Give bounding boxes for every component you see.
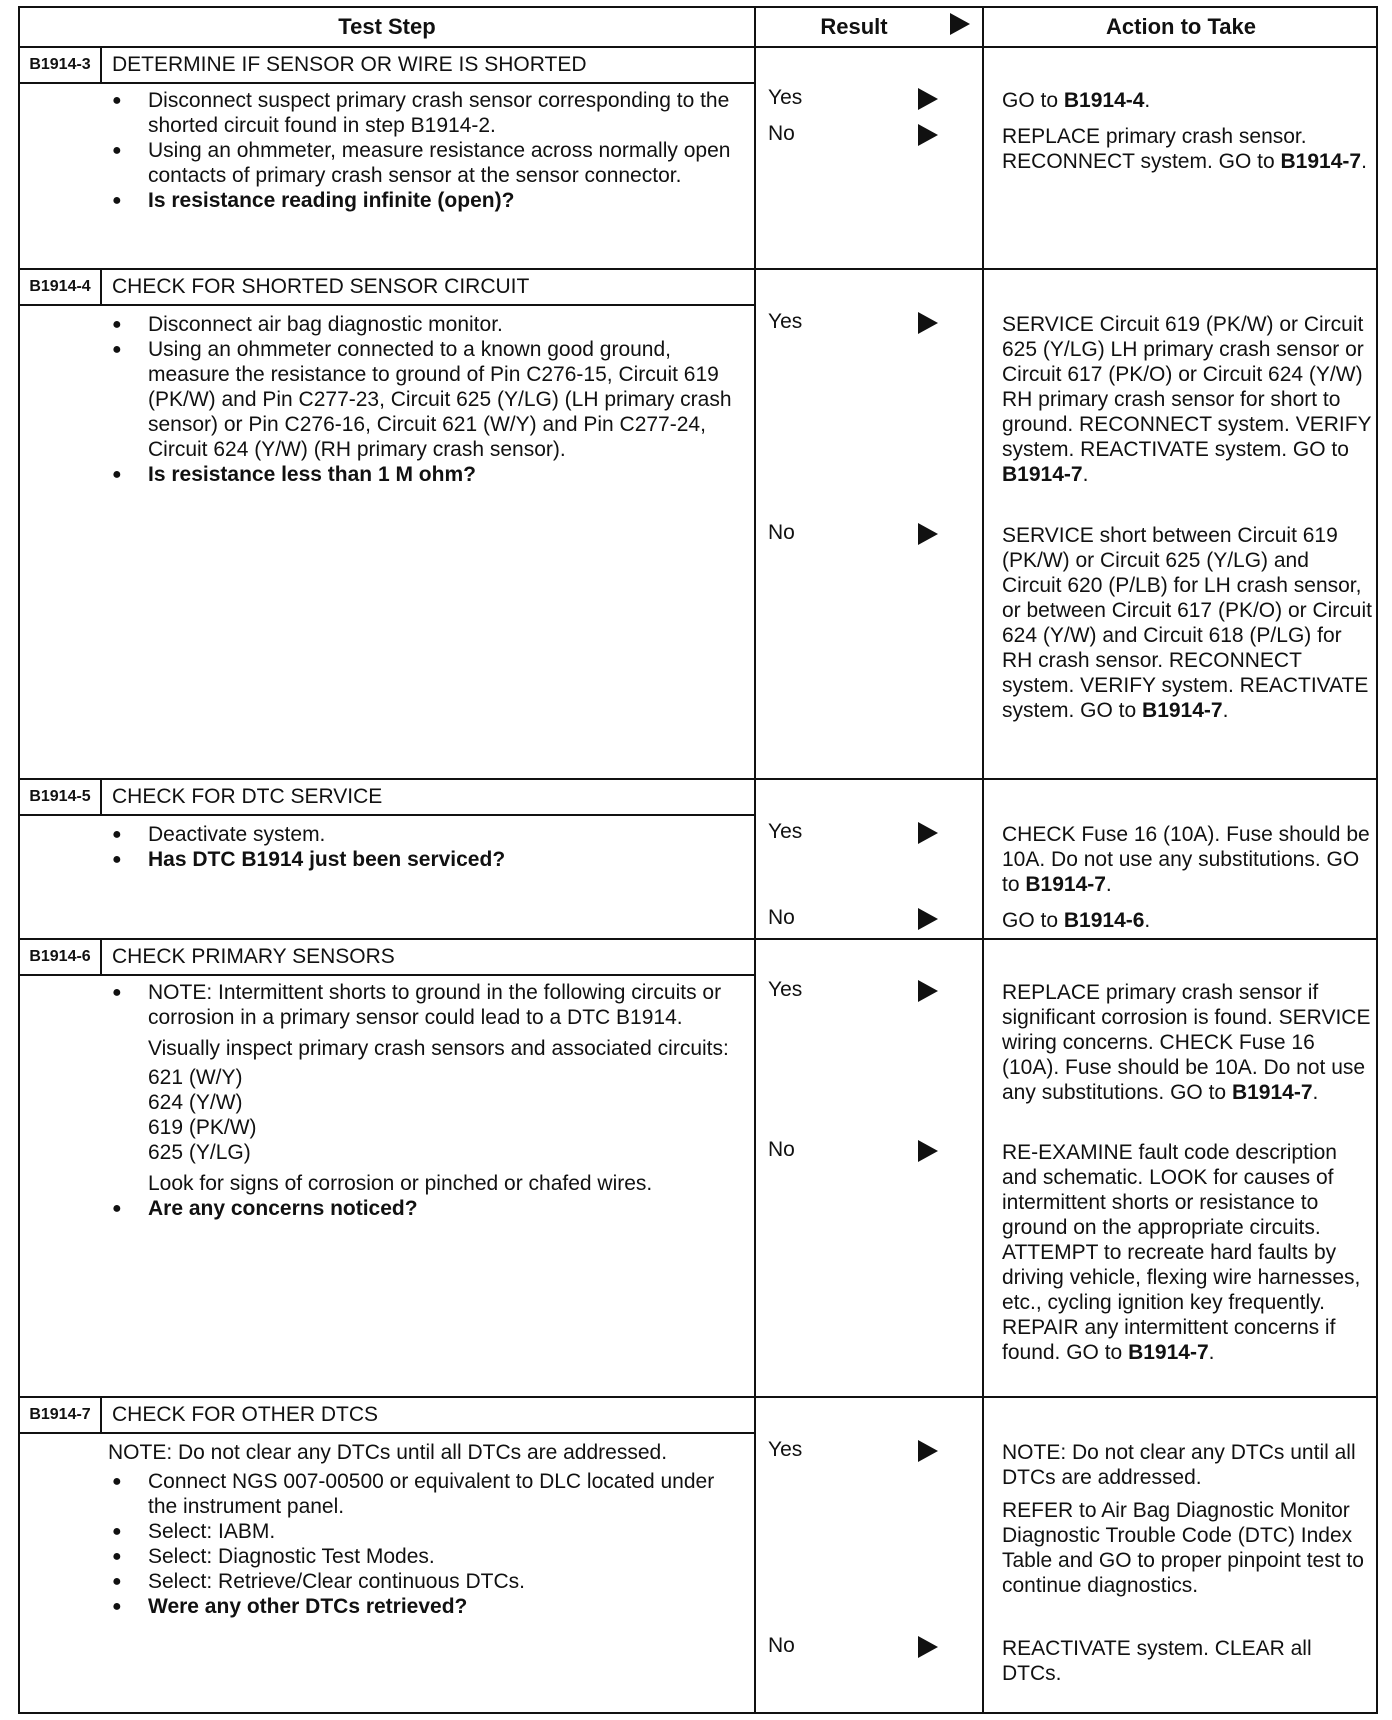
step-content [108, 312, 738, 487]
action-no: RE-EXAMINE fault code description and schematic. LOOK for causes of intermittent shorts or resistance to ground on the appropriate circuits. ATTEMPT to recreate hard faults by driving vehicle, flexing wire harnesses, etc., cycling ignition key frequently. REPAIR any intermittent concerns if found. GO to B1914-7. [1002, 1141, 1361, 1364]
result-no: No [768, 122, 938, 150]
step-bullet: ● Select: Retrieve/Clear continuous DTCs. [108, 1569, 738, 1594]
step-question: ● Are any concerns noticed? [108, 1196, 738, 1221]
step-note: NOTE: Do not clear any DTCs until all DTCs are addressed. [108, 1441, 668, 1464]
column-divider-result [754, 8, 756, 1712]
step-header [20, 940, 754, 974]
circuit-item: 619 (PK/W) [148, 1116, 257, 1139]
step-question: ● Is resistance less than 1 M ohm? [108, 462, 738, 487]
step-bullet: ● Disconnect suspect primary crash sensor corresponding to the shorted circuit found in step B1914-2. [108, 88, 738, 138]
step-content [108, 980, 738, 1221]
step-question: ● Were any other DTCs retrieved? [108, 1594, 738, 1619]
step-title: CHECK FOR DTC SERVICE [112, 785, 383, 808]
step-header [20, 1398, 754, 1432]
step-bullet: ● Select: Diagnostic Test Modes. [108, 1544, 738, 1569]
step-id: B1914-6 [20, 940, 102, 974]
action-yes [1002, 1440, 1372, 1598]
step-title: CHECK FOR SHORTED SENSOR CIRCUIT [112, 275, 530, 298]
result-no: No [768, 1138, 938, 1166]
action-text: REFER to Air Bag Diagnostic Monitor Diagnostic Trouble Code (DTC) Index Table and GO to proper pinpoint test to continue diagnostics. [1002, 1499, 1364, 1597]
action-no: SERVICE short between Circuit 619 (PK/W) or Circuit 625 (Y/LG) and Circuit 620 (P/LB) for LH crash sensor, or between Circuit 617 (PK/O) or Circuit 624 (Y/W) and Circuit 618 (P/LG) for RH crash sensor. RECONNECT system. VERIFY system. REACTIVATE system. GO to B1914-7. [1002, 524, 1372, 722]
arrow-right-icon [918, 312, 938, 334]
action-yes: REPLACE primary crash sensor if significant corrosion is found. SERVICE wiring concerns. CHECK Fuse 16 (10A). Fuse should be 10A. Do not use any substitutions. GO to B1914-7. [1002, 981, 1371, 1104]
header-arrow-icon [950, 13, 970, 35]
step-question: ● Has DTC B1914 just been serviced? [108, 847, 738, 872]
result-yes: Yes [768, 86, 938, 114]
result-yes: Yes [768, 820, 938, 848]
action-no: REACTIVATE system. CLEAR all DTCs. [1002, 1637, 1312, 1685]
arrow-right-icon [918, 124, 938, 146]
arrow-right-icon [918, 1140, 938, 1162]
step-id: B1914-3 [20, 48, 102, 82]
header-result: Result [820, 14, 888, 39]
step-id: B1914-7 [20, 1398, 102, 1432]
circuit-list [148, 1065, 738, 1165]
step-header-divider [20, 1432, 754, 1434]
action-yes: SERVICE Circuit 619 (PK/W) or Circuit 625 (Y/LG) LH primary crash sensor or Circuit 617 (PK/O) or Circuit 624 (Y/W) RH primary crash sensor for short to ground. RECONNECT system. VERIFY system. REACTIVATE system. GO to B1914-7. [1002, 313, 1372, 486]
step-header-divider [20, 814, 754, 816]
step-content [108, 822, 738, 872]
step-header [20, 780, 754, 814]
step-bullet: ● Using an ohmmeter connected to a known good ground, measure the resistance to ground of Pin C276-15, Circuit 619 (PK/W) and Pin C277-23, Circuit 625 (Y/LG) (LH primary crash sensor) or Pin C276-16, Circuit 621 (W/Y) and Pin C277-24, Circuit 624 (Y/W) (RH primary crash sensor). [108, 337, 738, 462]
arrow-right-icon [918, 908, 938, 930]
step-content [108, 88, 738, 213]
step-header-divider [20, 974, 754, 976]
result-yes: Yes [768, 978, 938, 1006]
step-title: CHECK PRIMARY SENSORS [112, 945, 395, 968]
step-content [108, 1440, 738, 1619]
step-id: B1914-4 [20, 270, 102, 304]
step-header [20, 48, 754, 82]
action-note: NOTE: Do not clear any DTCs until all DTCs are addressed. [1002, 1441, 1356, 1489]
result-no: No [768, 906, 938, 934]
action-yes: CHECK Fuse 16 (10A). Fuse should be 10A. Do not use any substitutions. GO to B1914-7. [1002, 823, 1370, 896]
step-bullet: ● Connect NGS 007-00500 or equivalent to DLC located under the instrument panel. [108, 1469, 738, 1519]
step-bullet: ● Select: IABM. [108, 1519, 738, 1544]
circuit-item: 621 (W/Y) [148, 1066, 243, 1089]
arrow-right-icon [918, 523, 938, 545]
result-yes: Yes [768, 1438, 938, 1466]
circuit-item: 625 (Y/LG) [148, 1141, 251, 1164]
step-title: DETERMINE IF SENSOR OR WIRE IS SHORTED [112, 53, 587, 76]
step-bullet: ● Disconnect air bag diagnostic monitor. [108, 312, 738, 337]
column-divider-action [982, 8, 984, 1712]
step-title: CHECK FOR OTHER DTCS [112, 1403, 379, 1426]
arrow-right-icon [918, 822, 938, 844]
diagnostic-table [18, 6, 1378, 1714]
action-yes: GO to B1914-4. [1002, 89, 1151, 112]
step-id: B1914-5 [20, 780, 102, 814]
result-no: No [768, 521, 938, 549]
result-yes: Yes [768, 310, 938, 338]
step-header [20, 270, 754, 304]
step-bullet: ● Deactivate system. [108, 822, 738, 847]
step-bullet: ● Using an ohmmeter, measure resistance across normally open contacts of primary crash sensor at the sensor connector. [108, 138, 738, 188]
arrow-right-icon [918, 1440, 938, 1462]
header-action: Action to Take [1106, 14, 1256, 39]
step-header-divider [20, 304, 754, 306]
result-no: No [768, 1634, 938, 1662]
arrow-right-icon [918, 980, 938, 1002]
header-test-step: Test Step [338, 14, 436, 39]
step-header-divider [20, 82, 754, 84]
step-note: ● NOTE: Intermittent shorts to ground in the following circuits or corrosion in a primary sensor could lead to a DTC B1914. [108, 980, 738, 1030]
arrow-right-icon [918, 88, 938, 110]
action-no: GO to B1914-6. [1002, 909, 1151, 932]
step-question: ● Is resistance reading infinite (open)? [108, 188, 738, 213]
step-look-text: Look for signs of corrosion or pinched or chafed wires. [148, 1172, 653, 1195]
circuit-item: 624 (Y/W) [148, 1091, 243, 1114]
action-no: REPLACE primary crash sensor. RECONNECT system. GO to B1914-7. [1002, 125, 1367, 173]
arrow-right-icon [918, 1636, 938, 1658]
step-inspect-text: Visually inspect primary crash sensors and associated circuits: [148, 1037, 729, 1060]
